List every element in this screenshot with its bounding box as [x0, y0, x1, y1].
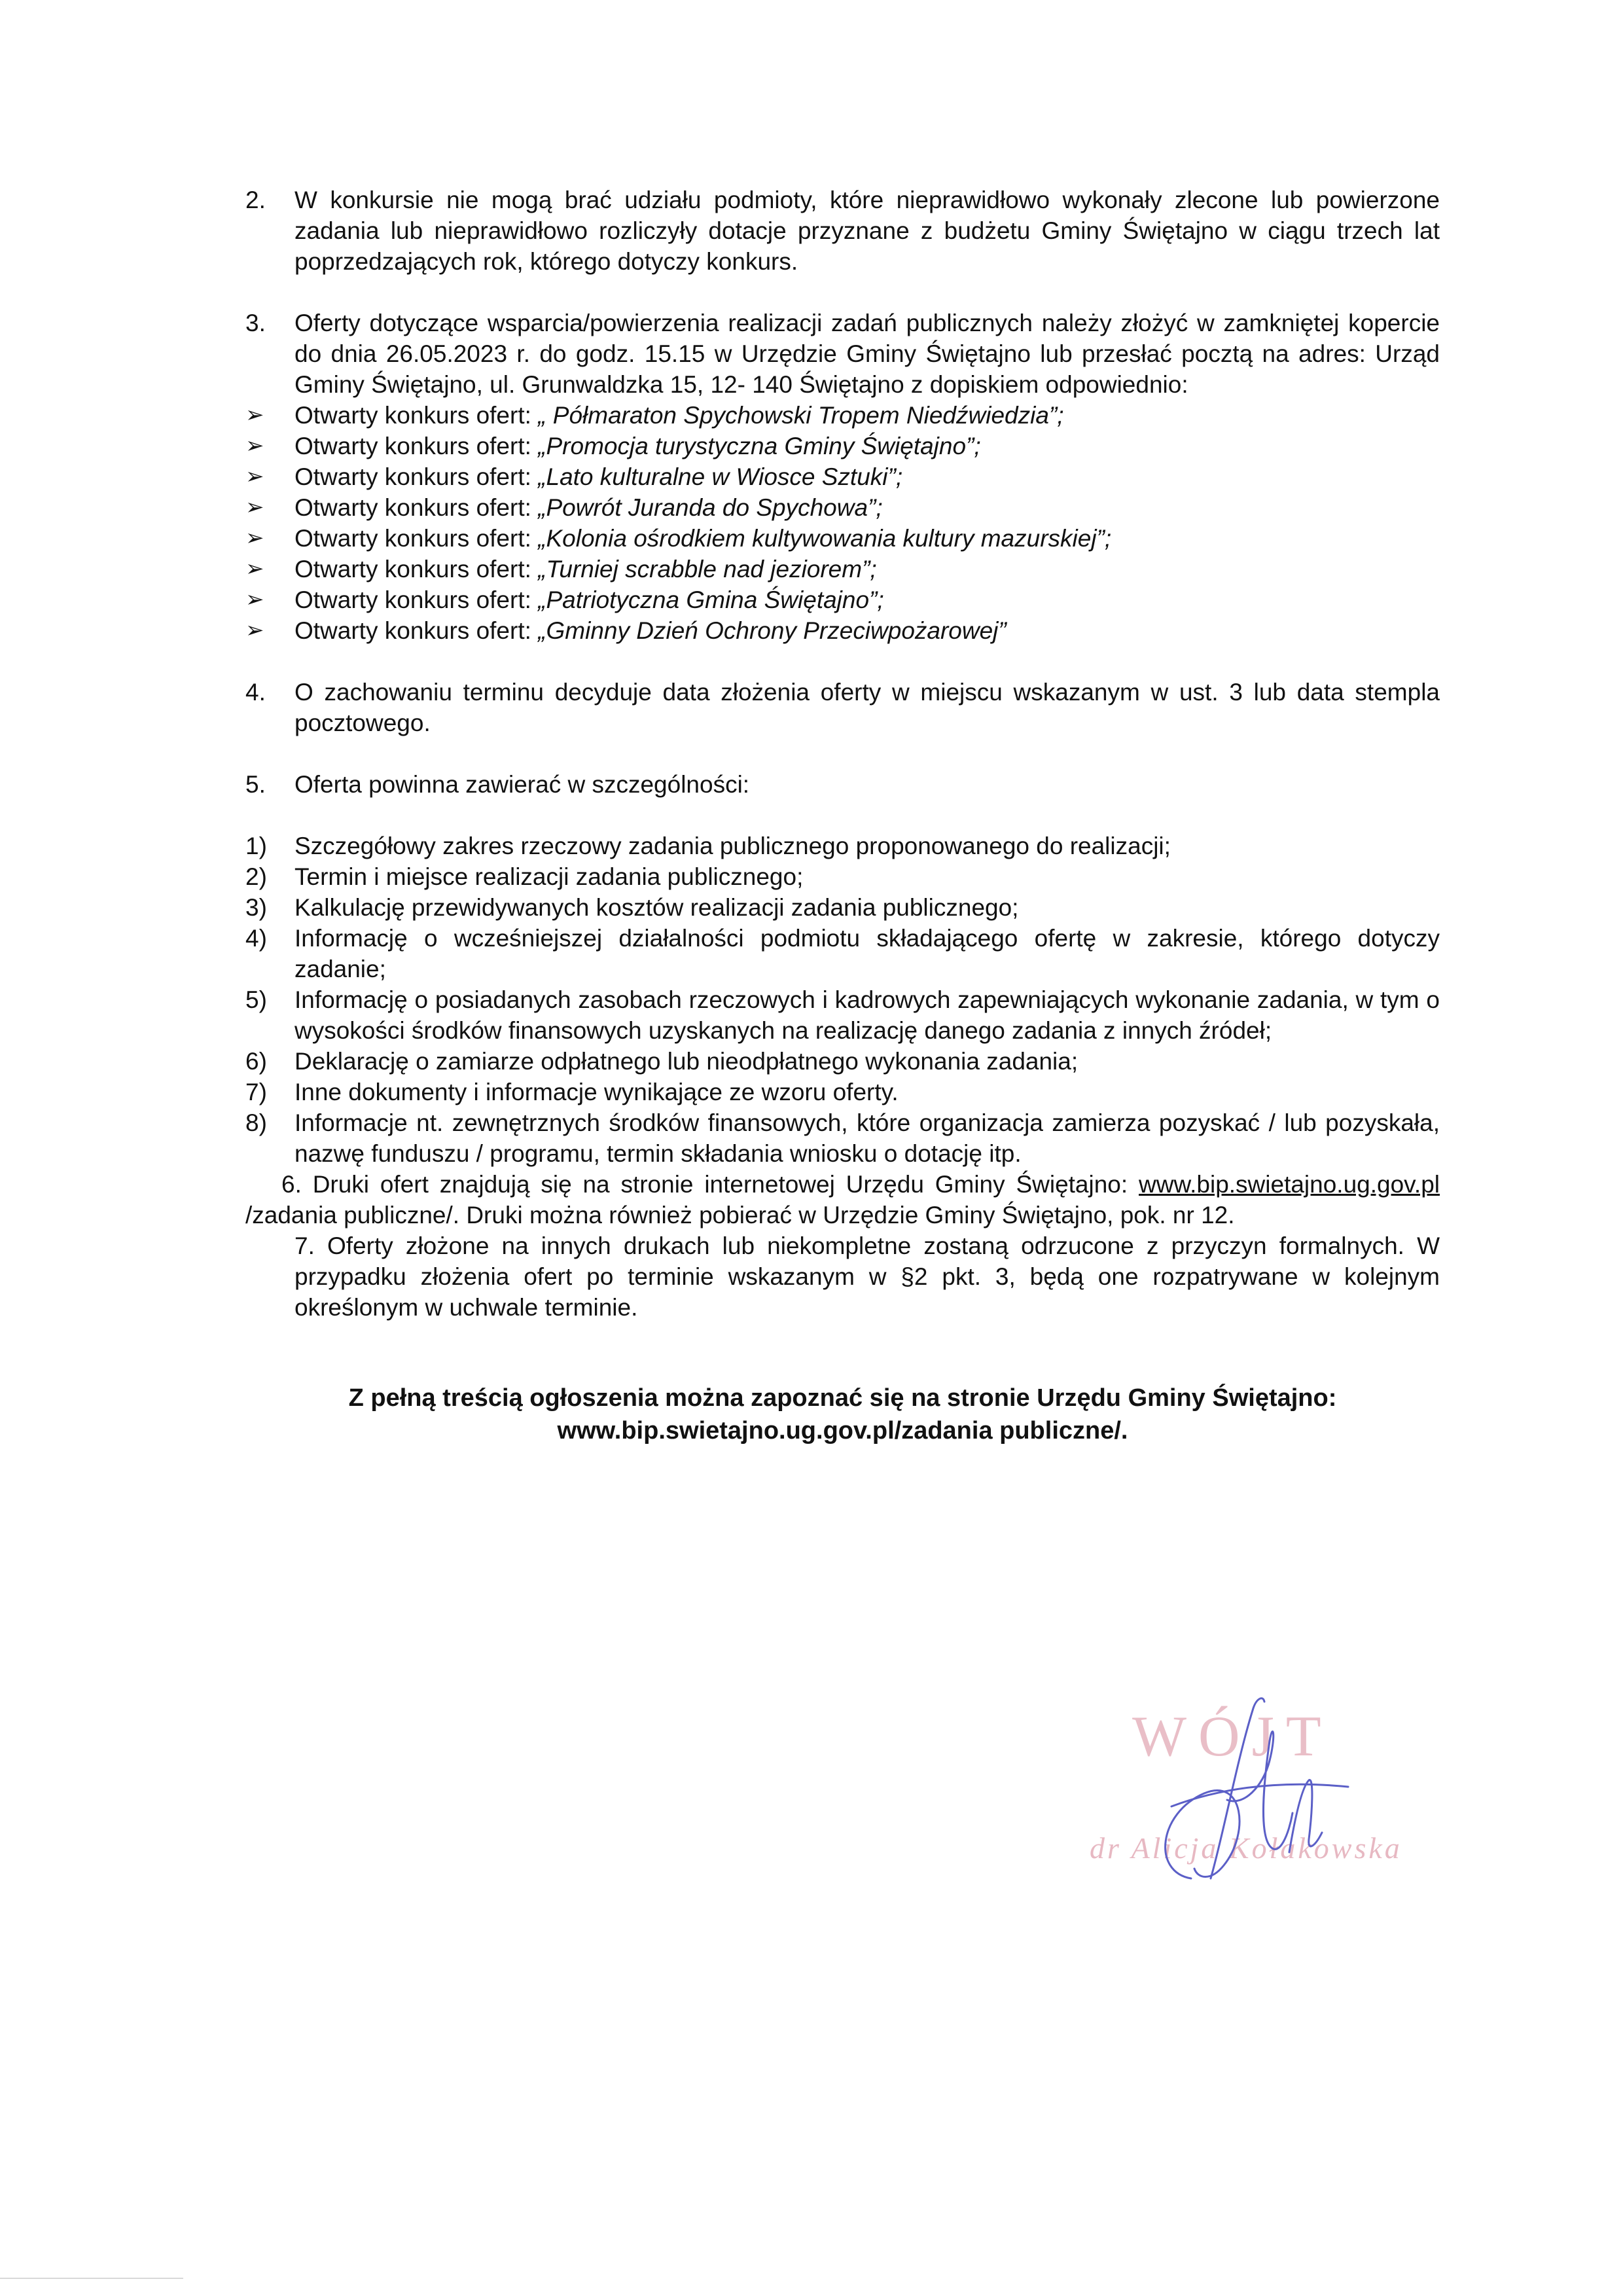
contest-title: „Lato kulturalne w Wiosce Sztuki”; [538, 463, 903, 490]
contest-list [245, 400, 1440, 646]
footer-link[interactable]: www.bip.swietajno.ug.gov.pl/zadania publiczne/. [557, 1417, 1128, 1444]
section-4 [245, 677, 1440, 738]
item-number: 3) [245, 894, 267, 921]
item-text: Inne dokumenty i informacje wynikające ze wzoru oferty. [294, 1079, 899, 1105]
section-6 [245, 1169, 1440, 1230]
section-text-continued: /zadania publiczne/. Druki można również pobierać w Urzędzie Gminy Świętajno, pok. nr 12. [245, 1202, 1235, 1229]
contest-title: „Patriotyczna Gmina Świętajno”; [538, 586, 884, 613]
bullet-prefix: Otwarty konkurs ofert: [294, 494, 531, 521]
section-text: Druki ofert znajdują się na stronie internetowej Urzędu Gminy Świętajno: [312, 1171, 1128, 1198]
list-item [245, 831, 1440, 861]
item-text: Szczegółowy zakres rzeczowy zadania publicznego proponowanego do realizacji; [294, 833, 1171, 859]
signature-icon [1073, 1682, 1440, 1898]
stamp-name: dr Alicja Kołakowska [1090, 1831, 1402, 1865]
section-text: Oferty dotyczące wsparcia/powierzenia realizacji zadań publicznych należy złożyć w zamkniętej kopercie do dnia 26.05.2023 r. do godz. 15.15 w Urzędzie Gminy Świętajno lub przesłać pocztą na adres: Urząd Gminy Świętajno, ul. Grunwaldzka 15, 12- 140 Świętajno z dopiskiem odpowiednio: [294, 310, 1440, 398]
item-number: 5) [245, 986, 267, 1013]
bullet-prefix: Otwarty konkurs ofert: [294, 463, 531, 490]
bullet-prefix: Otwarty konkurs ofert: [294, 402, 531, 429]
list-item [245, 461, 1440, 492]
section-7 [245, 1230, 1440, 1323]
arrowhead-icon: ➢ [245, 403, 264, 427]
list-item [245, 523, 1440, 554]
section-number: 5. [245, 771, 266, 798]
contest-title: „Powrót Juranda do Spychowa”; [538, 494, 883, 521]
contest-title: „ Półmaraton Spychowski Tropem Niedźwiedzia”; [538, 402, 1064, 429]
list-item [245, 984, 1440, 1046]
section-number: 4. [245, 679, 266, 706]
item-text: Kalkulację przewidywanych kosztów realizacji zadania publicznego; [294, 894, 1019, 921]
list-item [245, 1107, 1440, 1169]
arrowhead-icon: ➢ [245, 495, 264, 520]
list-item [245, 1077, 1440, 1107]
section-text: O zachowaniu terminu decyduje data złożenia oferty w miejscu wskazanym w ust. 3 lub data stempla pocztowego. [294, 679, 1440, 736]
list-item [245, 861, 1440, 892]
bullet-prefix: Otwarty konkurs ofert: [294, 586, 531, 613]
list-item [245, 492, 1440, 523]
section-text: Oferty złożone na innych drukach lub niekompletne zostaną odrzucone z przyczyn formalnych. W przypadku złożenia ofert po terminie wskazanym w §2 pkt. 3, będą one rozpatrywane w kolejnym określonym w uchwale terminie. [294, 1232, 1440, 1321]
section-text: Oferta powinna zawierać w szczególności: [294, 771, 750, 798]
bip-link[interactable]: www.bip.swietajno.ug.gov.pl [1139, 1171, 1440, 1198]
footer-line-1: Z pełną treścią ogłoszenia można zapoznać się na stronie Urzędu Gminy Świętajno: [348, 1384, 1337, 1412]
item-text: Informację o wcześniejszej działalności podmiotu składającego ofertę w zakresie, którego dotyczy zadanie; [294, 925, 1440, 982]
item-number: 8) [245, 1109, 267, 1136]
bullet-prefix: Otwarty konkurs ofert: [294, 617, 531, 644]
bullet-prefix: Otwarty konkurs ofert: [294, 556, 531, 583]
arrowhead-icon: ➢ [245, 587, 264, 612]
list-item [245, 892, 1440, 923]
scan-edge-line [0, 2278, 183, 2279]
bullet-prefix: Otwarty konkurs ofert: [294, 433, 531, 459]
list-item [245, 400, 1440, 431]
list-item [245, 554, 1440, 584]
item-number: 7) [245, 1079, 267, 1105]
item-number: 2) [245, 863, 267, 890]
item-text: Informację o posiadanych zasobach rzeczowych i kadrowych zapewniających wykonanie zadania, w tym o wysokości środków finansowych uzyskanych na realizację danego zadania z innych źródeł; [294, 986, 1440, 1044]
list-item [245, 923, 1440, 984]
bullet-prefix: Otwarty konkurs ofert: [294, 525, 531, 552]
signature-block [1073, 1682, 1440, 1898]
list-item [245, 584, 1440, 615]
section-2 [245, 185, 1440, 277]
item-text: Termin i miejsce realizacji zadania publicznego; [294, 863, 804, 890]
section-number: 7. [294, 1232, 315, 1259]
contest-title: „Turniej scrabble nad jeziorem”; [538, 556, 877, 583]
contest-title: „Gminny Dzień Ochrony Przeciwpożarowej” [538, 617, 1007, 644]
arrowhead-icon: ➢ [245, 618, 264, 643]
contest-title: „Kolonia ośrodkiem kultywowania kultury mazurskiej”; [538, 525, 1112, 552]
stamp-title: WÓJT [1132, 1705, 1333, 1768]
section-number: 3. [245, 310, 266, 336]
item-text: Deklarację o zamiarze odpłatnego lub nieodpłatnego wykonania zadania; [294, 1048, 1079, 1075]
list-item [245, 1046, 1440, 1077]
arrowhead-icon: ➢ [245, 464, 264, 489]
list-item [245, 615, 1440, 646]
section-text: W konkursie nie mogą brać udziału podmioty, które nieprawidłowo wykonały zlecone lub powierzone zadania lub nieprawidłowo rozliczyły dotacje przyznane z budżetu Gminy Świętajno w ciągu trzech lat poprzedzających rok, którego dotyczy konkurs. [294, 187, 1440, 275]
arrowhead-icon: ➢ [245, 433, 264, 458]
section-3 [245, 308, 1440, 400]
offer-requirements-list [245, 831, 1440, 1169]
item-text: Informacje nt. zewnętrznych środków finansowych, które organizacja zamierza pozyskać / lub pozyskała, nazwę funduszu / programu, termin składania wniosku o dotację itp. [294, 1109, 1440, 1167]
contest-title: „Promocja turystyczna Gminy Świętajno”; [538, 433, 981, 459]
item-number: 4) [245, 925, 267, 952]
item-number: 6) [245, 1048, 267, 1075]
section-number: 6. [281, 1171, 302, 1198]
section-number: 2. [245, 187, 266, 213]
item-number: 1) [245, 833, 267, 859]
arrowhead-icon: ➢ [245, 556, 264, 581]
document-page [245, 185, 1440, 1447]
section-5 [245, 769, 1440, 800]
list-item [245, 431, 1440, 461]
footer-note [245, 1382, 1440, 1447]
arrowhead-icon: ➢ [245, 526, 264, 550]
